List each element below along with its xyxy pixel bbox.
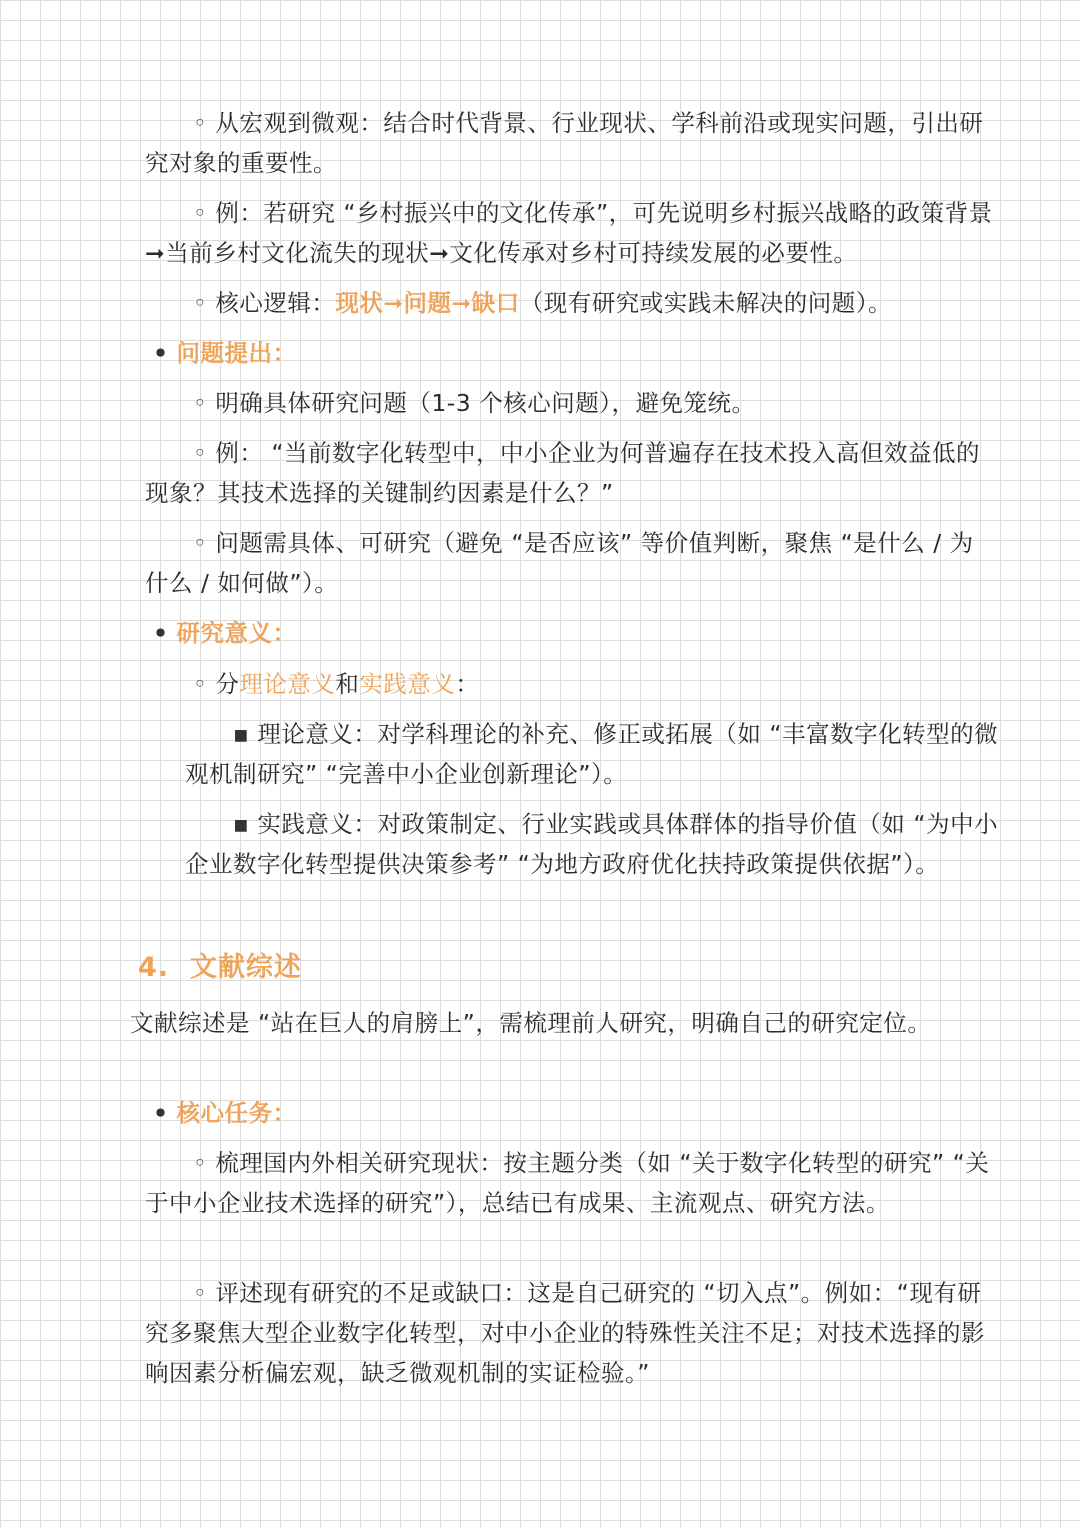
significance-split-paragraph <box>145 664 995 704</box>
problem-specific-text: 问题需具体、可研究（避免 “是否应该” 等价值判断，聚焦 “是什么 / 为什么 / 如何做”）。 <box>145 529 974 597</box>
theory-significance-highlight: 理论意义 <box>239 670 336 698</box>
circle-bullet-icon: ◦ <box>193 199 208 227</box>
circle-bullet-icon: ◦ <box>193 289 208 317</box>
practice-item-text: 实践意义：对政策制定、行业实践或具体群体的指导价值（如 “为中小企业数字化转型提供决策参考” “为地方政府优化扶持政策提供依据”）。 <box>185 810 999 878</box>
practice-item-paragraph <box>185 804 1000 884</box>
task-sort-paragraph <box>145 1143 995 1223</box>
core-task-heading-label: 核心任务： <box>176 1099 297 1127</box>
task-sort-text: 梳理国内外相关研究现状：按主题分类（如 “关于数字化转型的研究” “关于中小企业技术选择的研究”），总结已有成果、主流观点、研究方法。 <box>145 1149 990 1217</box>
significance-prefix: 分 <box>215 670 240 698</box>
significance-heading <box>153 613 553 653</box>
section-title: 文献综述 <box>189 952 302 983</box>
square-bullet-icon: ▪ <box>233 720 250 748</box>
circle-bullet-icon: ◦ <box>193 670 208 698</box>
macro-paragraph <box>145 103 995 183</box>
task-review-text: 评述现有研究的不足或缺口：这是自己研究的 “切入点”。例如：“现有研究多聚焦大型企业数字化转型，对中小企业的特殊性关注不足；对技术选择的影响因素分析偏宏观，缺乏微观机制的实证检验。” <box>145 1279 985 1387</box>
problem-example-paragraph <box>145 433 995 513</box>
problem-example-text: 例： “当前数字化转型中，中小企业为何普遍存在技术投入高但效益低的现象？其技术选择的关键制约因素是什么？” <box>145 439 981 507</box>
problem-clear-paragraph <box>145 383 995 423</box>
core-logic-label: 核心逻辑： <box>215 289 336 317</box>
theory-item-paragraph <box>185 714 1000 794</box>
problem-clear-text: 明确具体研究问题（1-3 个核心问题），避免笼统。 <box>215 389 756 417</box>
review-intro-paragraph <box>80 1003 960 1043</box>
section-heading <box>138 948 638 988</box>
circle-bullet-icon: ◦ <box>193 1149 208 1177</box>
section-number: 4. <box>138 952 170 983</box>
dot-bullet-icon: • <box>153 1099 169 1127</box>
circle-bullet-icon: ◦ <box>193 389 208 417</box>
dot-bullet-icon: • <box>153 619 169 647</box>
dot-bullet-icon: • <box>153 339 169 367</box>
problem-heading-label: 问题提出： <box>176 339 297 367</box>
theory-item-text: 理论意义：对学科理论的补充、修正或拓展（如 “丰富数字化转型的微观机制研究” “完善中小企业创新理论”）。 <box>185 720 999 788</box>
circle-bullet-icon: ◦ <box>193 439 208 467</box>
problem-specific-paragraph <box>145 523 995 603</box>
circle-bullet-icon: ◦ <box>193 1279 208 1307</box>
core-logic-highlight: 现状➞问题➞缺口 <box>335 289 520 317</box>
example-text: 例：若研究 “乡村振兴中的文化传承”，可先说明乡村振兴战略的政策背景➞当前乡村文化流失的现状➞文化传承对乡村可持续发展的必要性。 <box>145 199 993 267</box>
macro-text: 从宏观到微观：结合时代背景、行业现状、学科前沿或现实问题，引出研究对象的重要性。 <box>145 109 984 177</box>
problem-heading <box>153 333 553 373</box>
practice-significance-highlight: 实践意义 <box>359 670 456 698</box>
core-logic-rest: （现有研究或实践未解决的问题）。 <box>519 289 892 317</box>
circle-bullet-icon: ◦ <box>193 109 208 137</box>
core-task-heading <box>153 1093 553 1133</box>
task-review-paragraph <box>145 1273 995 1393</box>
significance-heading-label: 研究意义： <box>176 619 297 647</box>
review-intro-text: 文献综述是 “站在巨人的肩膀上”，需梳理前人研究，明确自己的研究定位。 <box>130 1009 932 1037</box>
core-logic-paragraph <box>145 283 995 323</box>
significance-suffix: ： <box>455 670 480 698</box>
square-bullet-icon: ▪ <box>233 810 250 838</box>
circle-bullet-icon: ◦ <box>193 529 208 557</box>
example-paragraph <box>145 193 995 273</box>
significance-and: 和 <box>335 670 360 698</box>
